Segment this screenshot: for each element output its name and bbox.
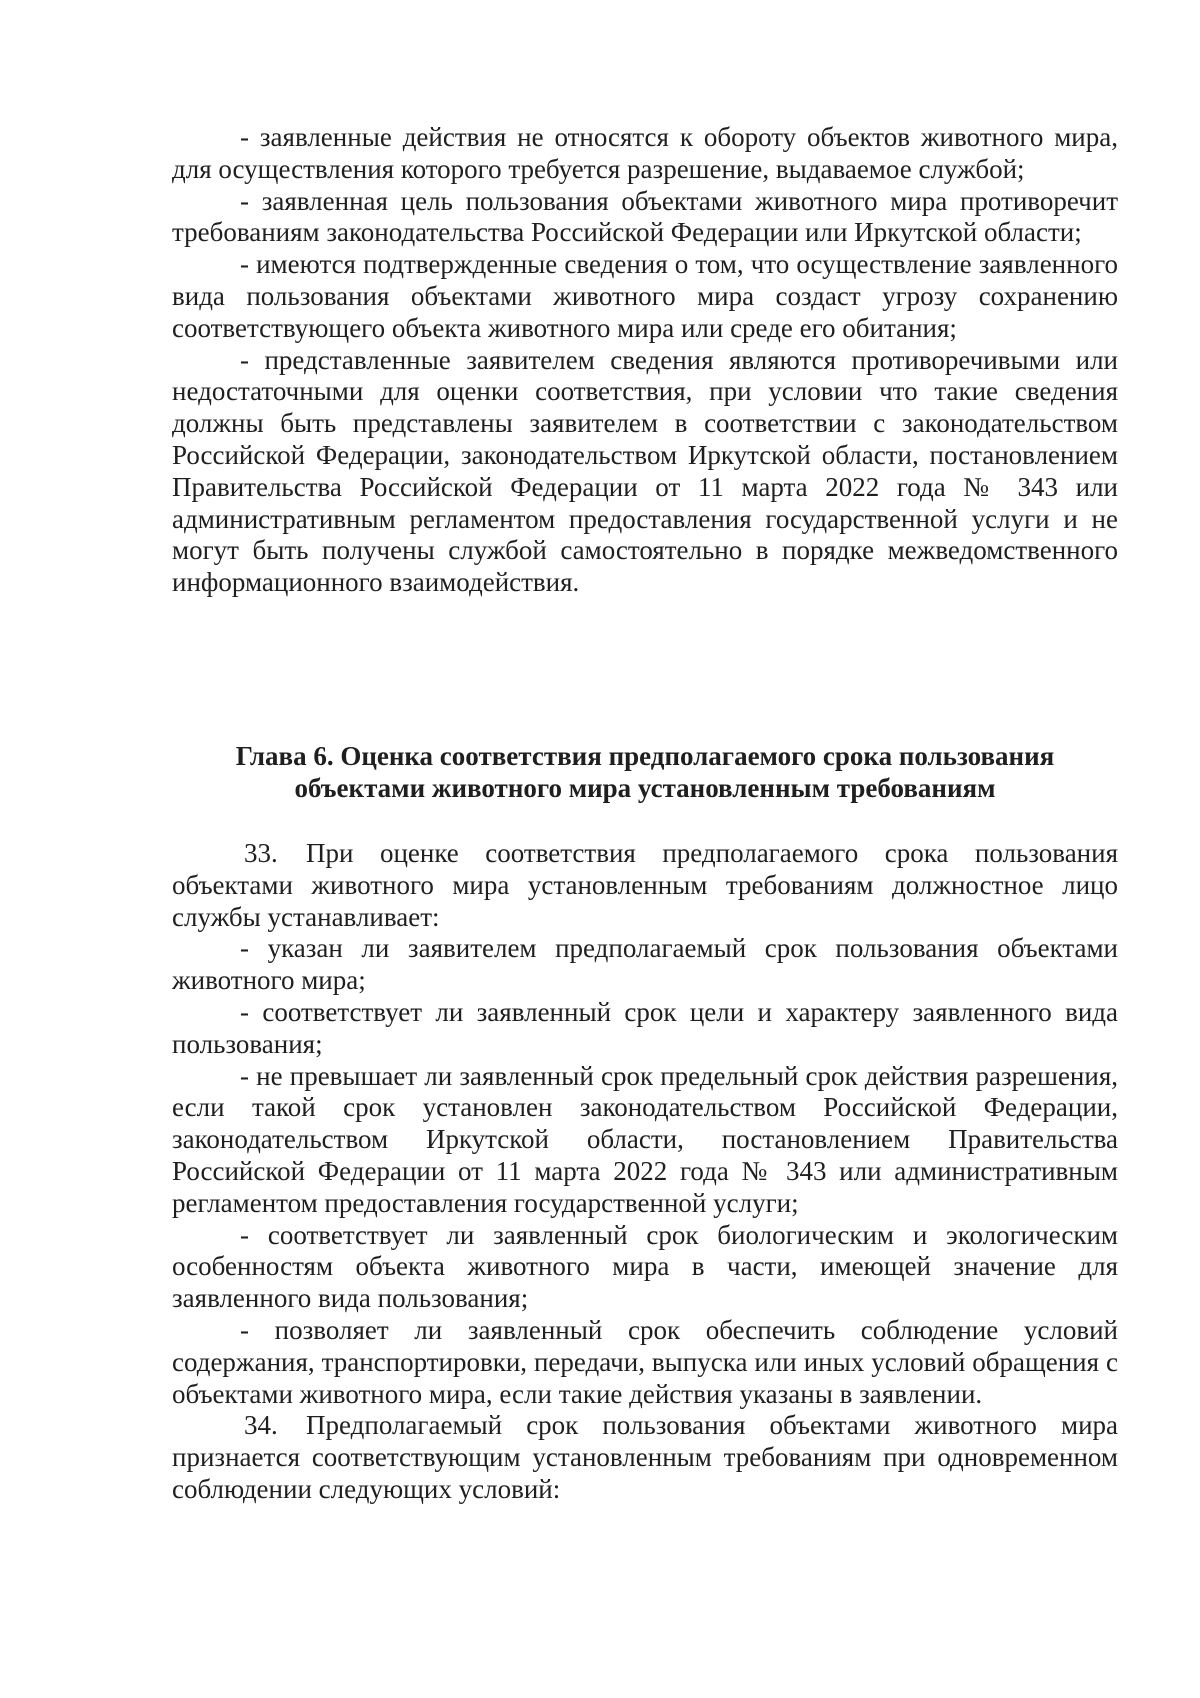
chapter-heading-line-2: объектами животного мира установленным требованиям: [294, 773, 996, 803]
chapter-body: [172, 838, 1118, 1506]
list-item: - позволяет ли заявленный срок обеспечить соблюдение условий содержания, транспортировки, передачи, выпуска или иных условий обращения с объектами животного мира, если такие действия указаны в заявлении.: [172, 1314, 1118, 1409]
list-item: - соответствует ли заявленный срок цели и характеру заявленного вида пользования;: [172, 996, 1118, 1059]
list-item: - соответствует ли заявленный срок биологическим и экологическим особенностям объекта животного мира в части, имеющей значение для заявленного вида пользования;: [172, 1219, 1118, 1314]
list-item: - заявленная цель пользования объектами животного мира противоречит требованиям законодательства Российской Федерации или Иркутской области;: [172, 185, 1118, 248]
clause-text: При оценке соответствия предполагаемого срока пользования объектами животного мира установленным требованиям должностное лицо службы устанавливает:: [172, 838, 1118, 932]
chapter-heading-line-1: Глава 6. Оценка соответствия предполагаемого срока пользования: [235, 741, 1055, 771]
list-item: - имеются подтвержденные сведения о том, что осуществление заявленного вида пользования объектами животного мира создаст угрозу сохранению соответствующего объекта животного мира или среде его обитания;: [172, 249, 1118, 343]
clause-33: [172, 838, 1118, 933]
clause-34: [172, 1410, 1118, 1505]
clause-number: 33.: [244, 838, 278, 868]
list-item: - указан ли заявителем предполагаемый срок пользования объектами животного мира;: [172, 933, 1118, 996]
chapter-heading: [172, 740, 1118, 804]
refusal-grounds-list: [172, 122, 1118, 599]
list-item: - заявленные действия не относятся к обороту объектов животного мира, для осуществления которого требуется разрешение, выдаваемое службой;: [172, 122, 1118, 184]
list-item: - не превышает ли заявленный срок предельный срок действия разрешения, если такой срок установлен законодательством Российской Федерации, законодательством Иркутской области, постановлением Правительства Российской Федерации от 11 марта 2022 года № 343 или административным регламентом предоставления государственной услуги;: [172, 1060, 1118, 1218]
clause-text: Предполагаемый срок пользования объектами животного мира признается соответствующим установленным требованиям при одновременном соблюдении следующих условий:: [172, 1410, 1118, 1504]
list-item: - представленные заявителем сведения являются противоречивыми или недостаточными для оценки соответствия, при условии что такие сведения должны быть представлены заявителем в соответствии с законодательством Российской Федерации, законодательством Иркутской области, постановлением Правительства Российской Федерации от 11 марта 2022 года № 343 или административным регламентом предоставления государственной услуги и не могут быть получены службой самостоятельно в порядке межведомственного информационного взаимодействия.: [172, 344, 1118, 598]
clause-number: 34.: [244, 1410, 278, 1441]
